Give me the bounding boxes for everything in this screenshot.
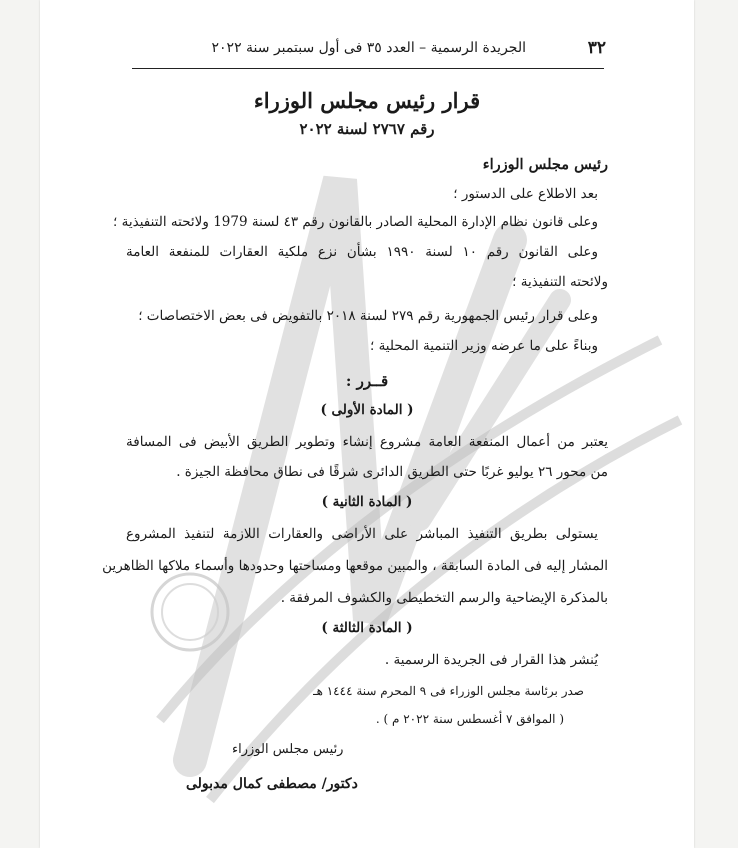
issuer-heading: رئيس مجلس الوزراء (482, 156, 608, 173)
decree-number: رقم ٢٧٦٧ لسنة ٢٠٢٢ (299, 120, 435, 138)
preamble-line: وعلى قرار رئيس الجمهورية رقم ٢٧٩ لسنة ٢٠١٨ بالتفويض فى بعض الاختصاصات ؛ (138, 308, 598, 324)
article-3-heading: ( المادة الثالثة ) (321, 620, 413, 636)
article-2-line: المشار إليه فى المادة السابقة ، والمبين موقعها ومساحتها وحدودها وأسماء ملاكها الظاهرين (102, 558, 608, 574)
header-divider (132, 68, 604, 69)
decree-title: قرار رئيس مجلس الوزراء (253, 88, 481, 113)
preamble-line: ولائحته التنفيذية ؛ (512, 274, 608, 290)
preamble-line: وعلى القانون رقم ١٠ لسنة ١٩٩٠ بشأن نزع ملكية العقارات للمنفعة العامة (126, 244, 598, 260)
article-1-line: يعتبر من أعمال المنفعة العامة مشروع إنشاء وتطوير الطريق الأبيض فى المسافة (126, 434, 608, 450)
gregorian-date-line: ( الموافق ٧ أغسطس سنة ٢٠٢٢ م ) . (375, 712, 564, 726)
article-2-line: يستولى بطريق التنفيذ المباشر على الأراضى والعقارات اللازمة لتنفيذ المشروع (126, 526, 598, 542)
decides-heading: قــرر : (345, 372, 389, 390)
page-number: ٣٢ (587, 38, 606, 58)
article-1-heading: ( المادة الأولى ) (320, 402, 414, 418)
document-content (40, 0, 694, 848)
preamble-line: بعد الاطلاع على الدستور ؛ (453, 186, 598, 202)
article-2-heading: ( المادة الثانية ) (321, 494, 413, 510)
article-3-line: يُنشر هذا القرار فى الجريدة الرسمية . (384, 652, 598, 668)
gazette-page (40, 0, 694, 848)
preamble-line: وبناءً على ما عرضه وزير التنمية المحلية ؛ (369, 338, 598, 354)
article-2-line: بالمذكرة الإيضاحية والرسم التخطيطى والكشوف المرفقة . (280, 590, 608, 606)
signatory-name: دكتور/ مصطفى كمال مدبولى (186, 776, 358, 792)
gazette-header: الجريدة الرسمية – العدد ٣٥ فى أول سبتمبر سنة ٢٠٢٢ (211, 40, 526, 56)
issued-date-line: صدر برئاسة مجلس الوزراء فى ٩ المحرم سنة ١٤٤٤ هـ (313, 684, 584, 698)
signatory-title: رئيس مجلس الوزراء (232, 742, 344, 757)
article-1-line: من محور ٢٦ يوليو غربًا حتى الطريق الدائرى شرقًا فى نطاق محافظة الجيزة . (176, 464, 608, 480)
preamble-line: وعلى قانون نظام الإدارة المحلية الصادر بالقانون رقم ٤٣ لسنة 1979 ولائحته التنفيذية ؛ (113, 214, 598, 230)
